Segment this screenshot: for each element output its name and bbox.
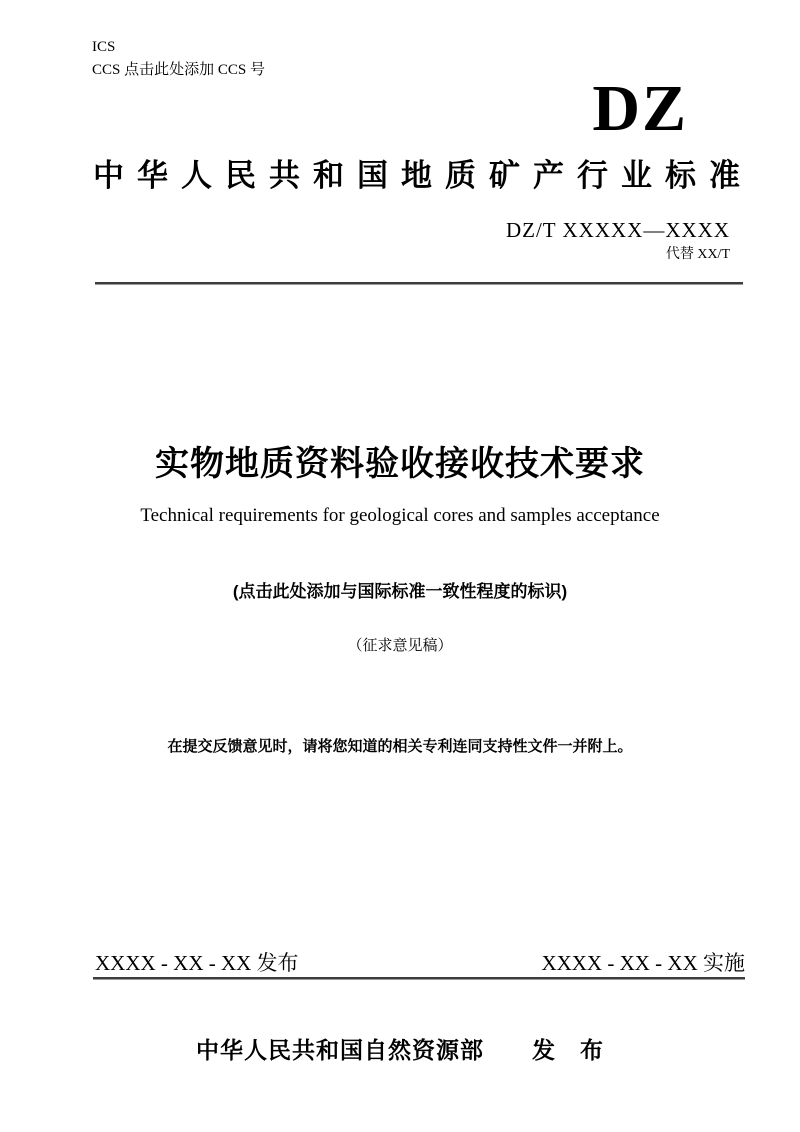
implementation-date: XXXX - XX - XX 实施	[541, 951, 745, 975]
ics-label: ICS	[92, 39, 116, 55]
header-divider-rule	[95, 282, 743, 284]
draft-status-label: （征求意见稿）	[347, 638, 453, 654]
issue-date: XXXX - XX - XX 发布	[95, 951, 299, 975]
footer-divider-rule	[93, 977, 745, 979]
date-row	[95, 947, 745, 977]
replaces-note: 代替 XX/T	[665, 247, 730, 262]
international-consistency-placeholder[interactable]: (点击此处添加与国际标准一致性程度的标识)	[232, 582, 568, 601]
publisher-line: 中华人民共和国自然资源部 发 布	[196, 1037, 604, 1063]
document-title-chinese: 实物地质资料验收接收技术要求	[155, 445, 645, 483]
standard-number: DZ/T XXXXX—XXXX	[505, 218, 730, 242]
dz-standard-logo: DZ	[592, 72, 688, 145]
ccs-placeholder-line[interactable]: CCS 点击此处添加 CCS 号	[92, 62, 265, 78]
document-title-english: Technical requirements for geological cores and samples acceptance	[140, 505, 660, 526]
patent-feedback-note: 在提交反馈意见时，请将您知道的相关专利连同支持性文件一并附上。	[167, 738, 633, 755]
standard-type-header: 中 华 人 民 共 和 国 地 质 矿 产 行 业 标 准	[93, 158, 740, 193]
